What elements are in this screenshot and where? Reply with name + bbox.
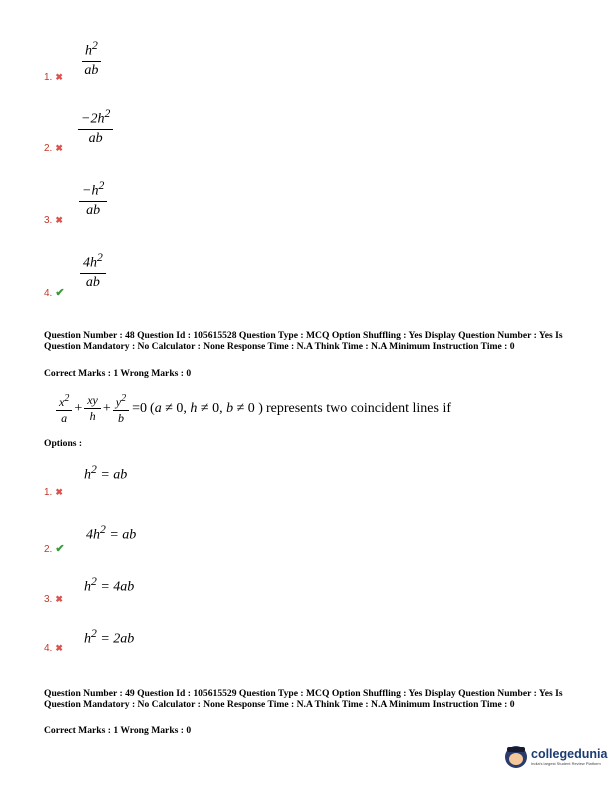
wrong-cross-icon: ✖ bbox=[55, 594, 63, 604]
prev-option-1-fraction bbox=[82, 38, 101, 79]
q48-question-tail: represents two coincident lines if bbox=[265, 400, 451, 416]
q48-option-3-number: 3. ✖ bbox=[44, 594, 63, 605]
prev-option-1-number: 1. ✖ bbox=[44, 72, 63, 83]
correct-check-icon: ✔ bbox=[55, 543, 65, 555]
prev-option-2-fraction bbox=[78, 106, 113, 147]
collegedunia-logo bbox=[505, 746, 607, 768]
q48-question: $\frac{x^2}{a}$ + $\frac{xy}{h}$ + $\frac{y^2}{b}$ =0 (a ≠ 0, h ≠ 0, b ≠ 0 ) represents two coincident lines if bbox=[56, 392, 451, 425]
prev-option-1-denominator: ab bbox=[84, 62, 99, 78]
wrong-cross-icon: ✖ bbox=[55, 143, 63, 153]
prev-option-4-fraction bbox=[80, 250, 106, 291]
q48-meta: Question Number : 48 Question Id : 105615528 Question Type : MCQ Option Shuffling : Yes Display Question Number : Yes Is Question Mandatory : No Calculator : None Response Time : N.A Think Time : N.A Minimum Instruction Time : 0 bbox=[44, 330, 563, 352]
prev-option-3-numerator: $-h^2$ bbox=[79, 178, 107, 202]
q48-option-1-number: 1. ✖ bbox=[44, 487, 63, 498]
wrong-cross-icon: ✖ bbox=[55, 72, 63, 82]
mascot-icon bbox=[505, 746, 527, 768]
prev-option-3 bbox=[79, 178, 107, 219]
prev-option-2-number: 2. ✖ bbox=[44, 143, 63, 154]
prev-option-2 bbox=[78, 106, 113, 147]
q48-conditions: (a ≠ 0, h ≠ 0, b ≠ 0 ) bbox=[150, 400, 263, 416]
logo-name: collegedunia bbox=[531, 747, 608, 761]
q48-marks: Correct Marks : 1 Wrong Marks : 0 bbox=[44, 368, 192, 379]
q48-option-2: $4h^2$ = ab bbox=[86, 523, 137, 543]
q49-marks: Correct Marks : 1 Wrong Marks : 0 bbox=[44, 725, 192, 736]
q48-option-2-number: 2. ✔ bbox=[44, 543, 65, 555]
q48-option-4-number: 4. ✖ bbox=[44, 643, 63, 654]
prev-option-4-numerator: $4h^2$ bbox=[80, 250, 106, 274]
q48-frac-y2-b: $\frac{y^2}{b}$ bbox=[113, 392, 129, 425]
prev-option-1 bbox=[82, 38, 101, 79]
wrong-cross-icon: ✖ bbox=[55, 215, 63, 225]
q48-option-4: $h^2 = 2ab$ bbox=[84, 627, 135, 647]
wrong-cross-icon: ✖ bbox=[55, 643, 63, 653]
wrong-cross-icon: ✖ bbox=[55, 487, 63, 497]
q48-frac-xy-h: $\frac{xy}{h}$ bbox=[84, 394, 101, 423]
logo-tagline: India's largest Student Review Platform bbox=[531, 761, 601, 766]
prev-option-3-denominator: ab bbox=[86, 202, 101, 218]
prev-option-4 bbox=[80, 250, 106, 291]
prev-option-3-number: 3. ✖ bbox=[44, 215, 63, 226]
prev-option-1-numerator: $h^2$ bbox=[82, 38, 101, 62]
q48-option-3: $h^2 = 4ab$ bbox=[84, 575, 135, 595]
prev-option-4-denominator: ab bbox=[85, 274, 100, 290]
prev-option-4-number: 4. ✔ bbox=[44, 287, 65, 299]
correct-check-icon: ✔ bbox=[55, 287, 65, 299]
prev-option-2-numerator: $-2h^2$ bbox=[78, 106, 113, 130]
q48-frac-x2-a: $\frac{x^2}{a}$ bbox=[56, 392, 72, 425]
q48-option-1: $h^2$ = ab bbox=[84, 463, 128, 483]
prev-option-3-fraction bbox=[79, 178, 107, 219]
q49-meta: Question Number : 49 Question Id : 105615529 Question Type : MCQ Option Shuffling : Yes Display Question Number : Yes Is Question Mandatory : No Calculator : None Response Time : N.A Think Time : N.A Minimum Instruction Time : 0 bbox=[44, 688, 563, 710]
prev-option-2-denominator: ab bbox=[88, 130, 103, 146]
q48-options-label: Options : bbox=[44, 438, 83, 449]
